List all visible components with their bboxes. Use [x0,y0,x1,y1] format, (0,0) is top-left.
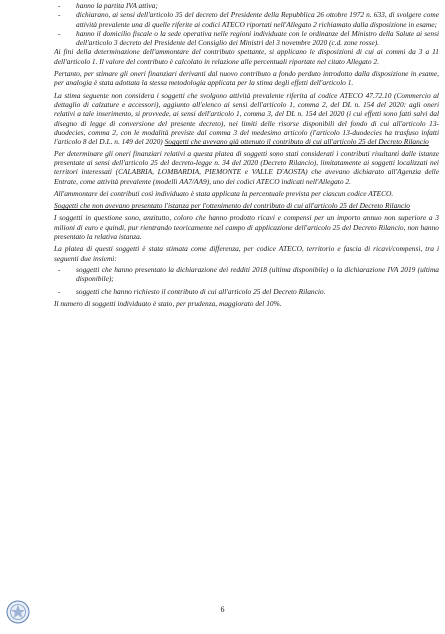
paragraph: Ai fini della determinazione dell'ammontare del contributo spettante, si applicano le disposizioni di cui ai commi da 3 a 11 dell'articolo 1. Il valore del contributo è calcolato in relazione alle percentuali riportate nel citato Allegato 2. [54,47,439,66]
list-item: - soggetti che hanno presentato la dichiarazione dei redditi 2018 (ultima disponibile) o la dichiarazione IVA 2019 (ultima disponibile); [54,265,439,284]
paragraph-text: La stima seguente non considera i soggetti che svolgono attività prevalente riferita al codice ATECO 47.72.10 (Commercio al dettaglio di calzature e accessori), aggiunto all'elenco ai sensi dell'articolo 1, comma 2, del DL n. 154 del 2020: agli oneri relativi a tale inserimento, si provvede, ai sensi dell'articolo 1, comma 3, del DL n. 154 del 2020 (i cui effetti sono fatti salvi dal disegno di legge di conversione del presente decreto), nei limiti delle risorse disponibili del fondo di cui all'articolo 13-duodecies, comma 2, con le modalità previste dal comma 3 del medesimo articolo (l'articolo 13-duodecies ha trasfuso infatti l'articolo 8 del D.L. n. 149 del 2020) [54,90,439,147]
sets-list [54,265,439,296]
list-item: - hanno la partita IVA attiva; [54,1,439,10]
paragraph: Pertanto, per stimare gli oneri finanziari derivanti dal nuovo contributo a fondo perduto introdotto dalla disposizione in esame, per analogia è stata adottata la stessa metodologia applicata per la stima degli effetti dell'articolo 1. [54,69,439,88]
section-heading: Soggetti che avevano già ottenuto il contributo di cui all'articolo 25 del Decreto Rilancio [164,137,429,147]
list-item: - soggetti che hanno richiesto il contributo di cui all'articolo 25 del Decreto Rilancio. [54,287,439,296]
paragraph: La platea di questi soggetti è stata stimata come differenza, per codice ATECO, territorio e fascia di ricavi/compensi, tra i seguenti due insiemi: [54,244,439,263]
paragraph: Per determinare gli oneri finanziari relativi a questa platea di soggetti sono stati considerati i contributi risultanti dalle istanze presentate ai sensi dell'articolo 25 del decreto-legge n. 34 del 2020 (Decreto Rilancio), limitatamente ai soggetti localizzati nei territori interessati (CALABRIA, LOMBARDIA, PIEMONTE e VALLE D'AOSTA) che avevano dichiarato all'Agenzia delle Entrate, come attività prevalente (modelli AA7/AA9), uno dei codici ATECO indicati nell'Allegato 2. [54,148,439,186]
paragraph: All'ammontare dei contributi così individuato è stata applicata la percentuale prevista per ciascun codice ATECO. [54,188,394,198]
section-heading: Soggetti che non avevano presentato l'istanza per l'ottenimento del contributo di cui all'articolo 25 del Decreto Rilancio [54,201,411,211]
page-body [54,1,439,310]
page-number: 6 [220,605,225,614]
paragraph: Il numero di soggetti individuato è stato, per prudenza, maggiorato del 10%. [54,298,282,308]
paragraph [54,91,439,147]
paragraph: I soggetti in questione sono, anzitutto, coloro che hanno prodotto ricavi e compensi per un importo annuo non superiore a 3 milioni di euro e quindi, pur rientrando teoricamente nel campo di applicazione dell'articolo 25 del Decreto Rilancio, non hanno presentato la relativa istanza. [54,213,439,242]
list-item: - hanno il domicilio fiscale o la sede operativa nelle regioni individuate con le ordinanze del Ministro della Salute ai sensi dell'articolo 3 decreto del Presidente del Consiglio dei Ministri del 3 novembre 2020 (c.d. zone rosse). [54,29,439,48]
list-item: - dichiarano, ai sensi dell'articolo 35 del decreto del Presidente della Repubblica 26 ottobre 1972 n. 633, di svolgere come attività prevalente una di quelle riferite ai codici ATECO riportati nell'Allegato 2 richiamato dalla disposizione in esame; [54,10,439,29]
criteria-list [54,1,439,47]
